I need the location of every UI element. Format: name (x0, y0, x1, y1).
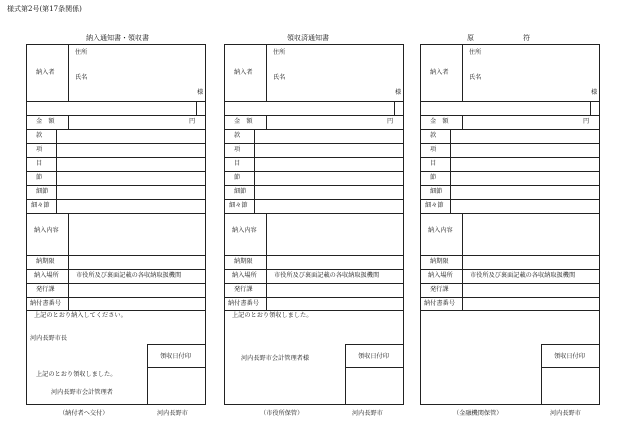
due-label: 納期限 (36, 258, 55, 265)
budget-label-saisaisetsu: 細々節 (229, 202, 248, 209)
honorific: 様 (591, 89, 598, 96)
address-label: 住所 (469, 49, 482, 56)
divider (225, 255, 403, 256)
divider (27, 157, 205, 158)
budget-label-moku: 目 (36, 160, 43, 167)
divider (541, 344, 542, 404)
divider (421, 283, 599, 284)
divider (27, 297, 205, 298)
form-3-title: 原 符 (467, 34, 530, 42)
divider (225, 213, 403, 214)
divider (421, 213, 599, 214)
divider (27, 185, 205, 186)
budget-label-saisaisetsu: 細々節 (425, 202, 444, 209)
budget-label-kou: 項 (36, 146, 43, 153)
addressee-name: 河内長野市会計管理者様 (241, 355, 310, 362)
due-label: 納期限 (430, 258, 449, 265)
honorific: 様 (395, 89, 402, 96)
divider (27, 283, 205, 284)
budget-label-saisetsu: 細節 (36, 188, 49, 195)
divider (421, 157, 599, 158)
divider (345, 344, 403, 345)
divider (147, 367, 205, 368)
divider (421, 171, 599, 172)
divider (345, 344, 346, 404)
issuer-label: 発行課 (36, 286, 55, 293)
form-2-title: 領収済通知書 (287, 34, 329, 42)
place-value: 市役所及び裏面記載の各収納取扱機関 (76, 272, 182, 279)
content-label: 納入内容 (232, 227, 257, 234)
divider (590, 101, 591, 115)
name-label: 氏名 (469, 74, 482, 81)
budget-label-kan: 款 (234, 132, 241, 139)
divider (225, 143, 403, 144)
divider (421, 115, 599, 116)
divider (225, 115, 403, 116)
content-label: 納入内容 (428, 227, 453, 234)
stamp-label: 領収日付印 (358, 353, 389, 360)
divider (68, 115, 69, 129)
divider (225, 101, 403, 102)
form-notice-receipt (26, 44, 206, 405)
budget-label-kou: 項 (430, 146, 437, 153)
budget-label-kou: 項 (234, 146, 241, 153)
form-2-footer-right: 河内長野市 (352, 410, 383, 417)
divider (462, 45, 463, 101)
amount-label: 金 額 (430, 118, 449, 125)
receipt-message: 上記のとおり領収しました。 (36, 371, 117, 378)
divider (225, 129, 403, 130)
form-3-footer-left: （金融機関保管） (453, 410, 503, 417)
form-2-footer-left: （市役所保管） (260, 410, 304, 417)
divider (68, 45, 69, 101)
divider (27, 171, 205, 172)
divider (421, 269, 599, 270)
divider (421, 310, 599, 311)
form-1-title: 納入通知書・領収書 (86, 34, 149, 42)
divider (421, 129, 599, 130)
divider (421, 101, 599, 102)
address-label: 住所 (75, 49, 88, 56)
budget-label-setsu: 節 (234, 174, 241, 181)
divider (68, 213, 69, 310)
form-1-footer-right: 河内長野市 (157, 410, 188, 417)
divider (147, 344, 148, 404)
divider (27, 213, 205, 214)
divider (27, 269, 205, 270)
divider (421, 297, 599, 298)
divider (266, 213, 267, 310)
divider (27, 129, 205, 130)
issuer-label: 発行課 (234, 286, 253, 293)
place-value: 市役所及び裏面記載の各収納取扱機関 (470, 272, 576, 279)
form-3-footer-right: 河内長野市 (550, 410, 581, 417)
divider (225, 171, 403, 172)
content-label: 納入内容 (34, 227, 59, 234)
amount-label: 金 額 (234, 118, 253, 125)
divider (225, 157, 403, 158)
divider (450, 129, 451, 213)
name-label: 氏名 (75, 74, 88, 81)
stamp-label: 領収日付印 (554, 353, 585, 360)
due-label: 納期限 (234, 258, 253, 265)
divider (147, 344, 205, 345)
divider (462, 115, 463, 129)
yen-unit: 円 (189, 118, 196, 125)
budget-label-setsu: 節 (430, 174, 437, 181)
divider (462, 213, 463, 310)
budget-label-kan: 款 (36, 132, 43, 139)
form-1-footer-left: （納付者へ交付） (59, 410, 109, 417)
place-label: 納入場所 (232, 272, 257, 279)
divider (225, 269, 403, 270)
divider (225, 283, 403, 284)
amount-label: 金 額 (36, 118, 55, 125)
receiver-name: 河内長野市会計管理者 (51, 389, 113, 396)
divider (225, 297, 403, 298)
divider (27, 143, 205, 144)
budget-label-kan: 款 (430, 132, 437, 139)
divider (225, 310, 403, 311)
budget-label-saisaisetsu: 細々節 (31, 202, 50, 209)
payer-label: 納入者 (234, 69, 253, 76)
receipt-message: 上記のとおり領収しました。 (232, 312, 313, 319)
place-value: 市役所及び裏面記載の各収納取扱機関 (274, 272, 380, 279)
divider (56, 129, 57, 213)
stamp-label: 領収日付印 (160, 353, 191, 360)
issuer-label: 発行課 (430, 286, 449, 293)
form-receipt-notice (224, 44, 404, 405)
divider (541, 367, 599, 368)
divider (27, 310, 205, 311)
instruction-message: 上記のとおり納入してください。 (34, 312, 127, 319)
divider (421, 255, 599, 256)
divider (27, 255, 205, 256)
divider (27, 115, 205, 116)
budget-label-saisetsu: 細節 (430, 188, 443, 195)
divider (541, 344, 599, 345)
divider (225, 185, 403, 186)
divider (254, 129, 255, 213)
budget-label-moku: 目 (234, 160, 241, 167)
divider (421, 199, 599, 200)
divider (345, 367, 403, 368)
divider (266, 45, 267, 101)
yen-unit: 円 (387, 118, 394, 125)
payer-label: 納入者 (36, 69, 55, 76)
address-label: 住所 (273, 49, 286, 56)
form-id: 様式第2号(第17条関係) (7, 5, 82, 13)
divider (196, 101, 197, 115)
sender-name: 河内長野市長 (30, 335, 68, 342)
doc-number-label: 納付書番号 (424, 300, 455, 307)
budget-label-setsu: 節 (36, 174, 43, 181)
divider (266, 115, 267, 129)
divider (394, 101, 395, 115)
divider (421, 143, 599, 144)
divider (27, 101, 205, 102)
yen-unit: 円 (583, 118, 590, 125)
divider (27, 199, 205, 200)
budget-label-moku: 目 (430, 160, 437, 167)
divider (421, 185, 599, 186)
payer-label: 納入者 (430, 69, 449, 76)
place-label: 納入場所 (428, 272, 453, 279)
honorific: 様 (197, 89, 204, 96)
doc-number-label: 納付書番号 (30, 300, 61, 307)
form-original (420, 44, 600, 405)
budget-label-saisetsu: 細節 (234, 188, 247, 195)
divider (225, 199, 403, 200)
place-label: 納入場所 (34, 272, 59, 279)
doc-number-label: 納付書番号 (228, 300, 259, 307)
name-label: 氏名 (273, 74, 286, 81)
